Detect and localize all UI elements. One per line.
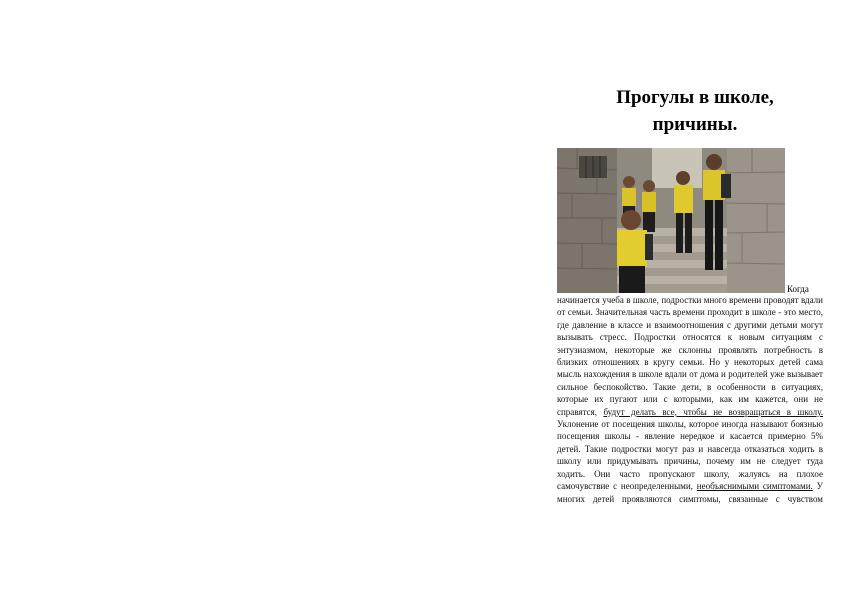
body-underlined-2: необъяснимыми симптомами. bbox=[696, 481, 813, 492]
body-text-part-1: начинается учеба в школе, подростки много времени проводят вдали от семьи. Значительная часть времени проходит в школе - это место, где давление в классе и взаимоотношения с другими детьми могут вызывать стресс. Подростки относятся к новым ситуациям с энтузиазмом, некоторые же склонны проявлять потребность в близких отношениях в кругу семьи. Но у некоторых детей сама мысль нахождения в школе вдали от дома и родителей уже вызывает сильное беспокойство. Такие дети, в особенности в ситуациях, которые их пугают или с которыми, как им кажется, они не справятся, bbox=[557, 295, 823, 417]
lead-word: Когда bbox=[787, 284, 809, 294]
title-line-2: причины. bbox=[652, 114, 738, 135]
body-underlined-1: будут делать все, чтобы не возвращаться в школу. bbox=[603, 406, 823, 417]
page-title bbox=[585, 84, 805, 138]
body-text-part-2: Уклонение от посещения школы, которое иногда называют боязнью посещения школы - явление нередкое и касается примерно 5% детей. Такие подростки могут раз и навсегда отказаться ходить в школу или придумывать причины, почему им не следует туда ходить. Они часто пропускают школу, жалуясь на плохое самочувствие с неопределенными, bbox=[557, 419, 823, 492]
body-text-part-3: У многих детей проявляются симптомы, связанные с чувством bbox=[557, 481, 823, 504]
schoolchildren-photo bbox=[557, 148, 785, 293]
photo-illustration bbox=[557, 148, 785, 293]
article-body bbox=[557, 294, 823, 505]
title-line-1: Прогулы в школе, bbox=[616, 87, 774, 108]
